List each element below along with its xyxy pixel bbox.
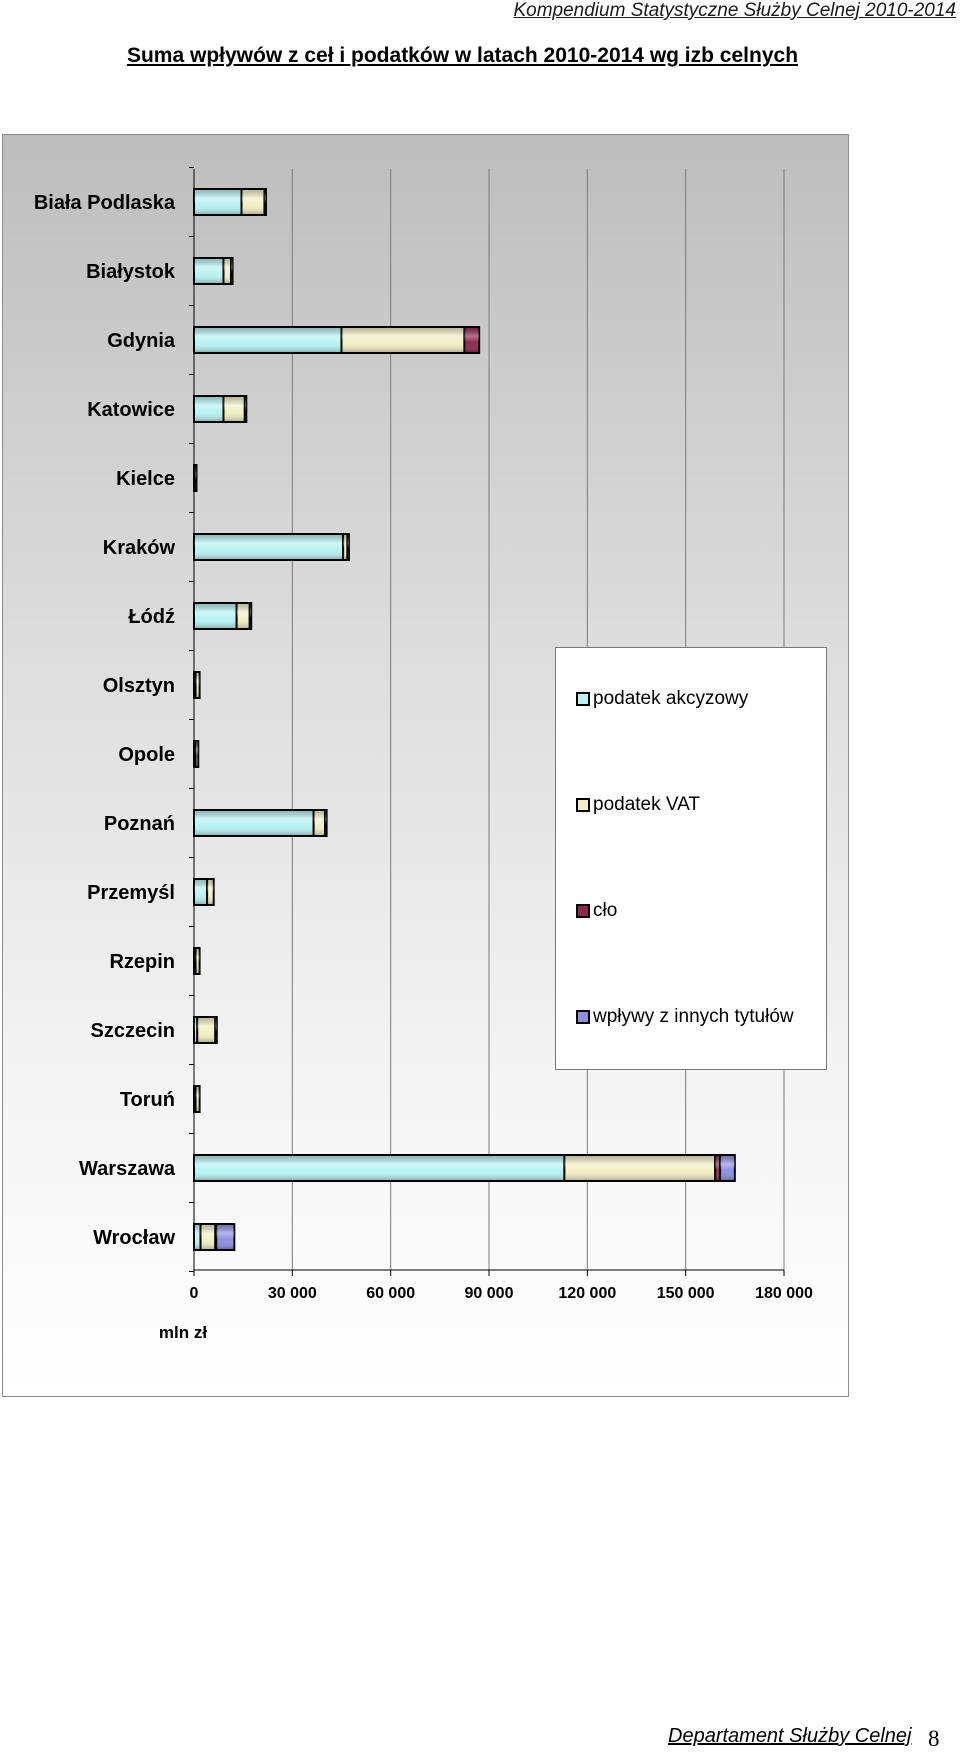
bar-segment-shade xyxy=(325,810,327,836)
x-tick-label: 180 000 xyxy=(755,1285,813,1302)
bar-segment-shade xyxy=(194,603,237,629)
legend-swatch-clo xyxy=(576,904,590,918)
legend-label-akcyza: podatek akcyzowy xyxy=(593,688,749,709)
x-tick-label: 60 000 xyxy=(366,1285,416,1302)
legend-label-inne: wpływy z innych tytułów xyxy=(593,1006,794,1027)
category-label: Olsztyn xyxy=(102,675,175,697)
bar-segment-shade xyxy=(196,741,199,767)
legend-swatch-akcyza xyxy=(576,692,590,706)
x-tick-label: 120 000 xyxy=(558,1285,617,1302)
category-label: Łódź xyxy=(128,606,175,628)
bar-segment-shade xyxy=(194,327,342,353)
bar-segment-shade xyxy=(194,810,314,836)
x-tick-label: 150 000 xyxy=(656,1285,715,1302)
category-label: Opole xyxy=(118,744,175,766)
bar-segment-shade xyxy=(196,948,200,974)
bar-segment-shade xyxy=(250,603,252,629)
category-label: Gdynia xyxy=(107,330,175,352)
bar-segment-shade xyxy=(194,879,207,905)
category-label: Wrocław xyxy=(93,1227,175,1249)
document-header: Kompendium Statystyczne Służby Celnej 2010-2014 xyxy=(513,0,956,21)
legend-swatch-inne xyxy=(576,1010,590,1024)
legend-item-akcyza xyxy=(576,688,748,710)
x-tick-label: 90 000 xyxy=(464,1285,514,1302)
category-label: Rzepin xyxy=(109,951,175,973)
bar-segment-shade xyxy=(231,258,233,284)
category-label: Warszawa xyxy=(79,1158,175,1180)
bar-segment-shade xyxy=(196,1086,200,1112)
category-label: Przemyśl xyxy=(87,882,175,904)
x-tick-label: 0 xyxy=(189,1285,199,1302)
footer-department: Departament Służby Celnej xyxy=(668,1725,912,1747)
bar-segment-shade xyxy=(245,396,247,422)
bar-segment-shade xyxy=(194,189,242,215)
bar-segment-shade xyxy=(194,396,224,422)
bar-segment-shade xyxy=(342,327,465,353)
legend-label-vat: podatek VAT xyxy=(593,794,701,815)
category-label: Szczecin xyxy=(90,1020,175,1042)
category-label: Poznań xyxy=(103,813,175,835)
bar-segment-shade xyxy=(195,465,197,491)
bar-segment-shade xyxy=(224,258,232,284)
bar-segment-shade xyxy=(194,1155,564,1181)
bar-segment-shade xyxy=(194,534,343,560)
bar-segment-shade xyxy=(224,396,245,422)
bar-segment-shade xyxy=(347,534,349,560)
category-label: Katowice xyxy=(87,399,175,421)
page-title: Suma wpływów z ceł i podatków w latach 2010-2014 wg izb celnych xyxy=(126,44,799,67)
legend-swatch-vat xyxy=(576,798,590,812)
x-axis-label: mln zł xyxy=(158,1323,208,1342)
category-label: Kielce xyxy=(116,468,175,490)
bar-segment-shade xyxy=(197,1017,215,1043)
page-number: 8 xyxy=(928,1726,940,1751)
bar-segment-shade xyxy=(264,189,266,215)
bar-segment-shade xyxy=(314,810,325,836)
x-tick-label: 30 000 xyxy=(267,1285,317,1302)
bar-segment-shade xyxy=(196,672,200,698)
legend-item-clo xyxy=(576,900,617,922)
bar-segment-shade xyxy=(464,327,479,353)
chart-legend xyxy=(555,647,827,1070)
category-label: Biała Podlaska xyxy=(33,192,175,214)
bar-segment-shade xyxy=(207,879,214,905)
legend-item-inne xyxy=(576,1006,794,1028)
bar-segment-shade xyxy=(194,258,224,284)
bar-segment-shade xyxy=(216,1224,234,1250)
bar-segment-shade xyxy=(237,603,250,629)
legend-label-clo: cło xyxy=(593,900,618,921)
category-label: Białystok xyxy=(86,261,175,283)
bar-segment-shade xyxy=(215,1017,217,1043)
chart-area xyxy=(2,134,849,1397)
bar-segment-shade xyxy=(242,189,265,215)
category-label: Toruń xyxy=(119,1089,175,1111)
legend-item-vat xyxy=(576,794,700,816)
bar-segment-shade xyxy=(720,1155,735,1181)
category-label: Kraków xyxy=(102,537,175,559)
bar-segment-shade xyxy=(564,1155,715,1181)
bar-segment-shade xyxy=(201,1224,216,1250)
